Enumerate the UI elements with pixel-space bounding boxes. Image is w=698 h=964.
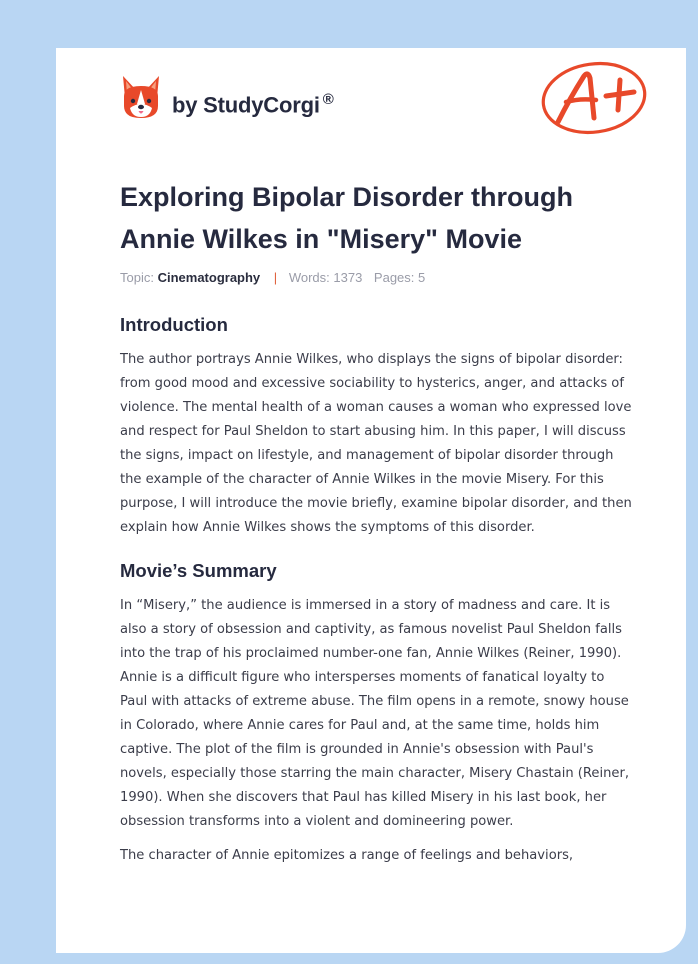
pages-label: Pages:	[373, 270, 415, 285]
brand-name	[172, 91, 334, 118]
words-label: Words:	[288, 270, 330, 285]
section-heading-movie-summary: Movie’s Summary	[120, 560, 277, 581]
document-meta	[120, 270, 425, 285]
registered-mark: ®	[322, 91, 334, 109]
document-page	[56, 48, 686, 953]
document-body	[120, 312, 634, 868]
words-count: 1373	[333, 270, 363, 285]
topic-label: Topic:	[120, 270, 154, 285]
character-paragraph: The character of Annie epitomizes a range of feelings and behaviors,	[120, 848, 574, 863]
brand-name-text: by StudyCorgi	[172, 92, 320, 118]
document-title: Exploring Bipolar Disorder through Annie Wilkes in "Misery" Movie	[120, 182, 574, 254]
studycorgi-logo[interactable]	[120, 74, 334, 122]
page-header	[56, 48, 686, 158]
introduction-paragraph: The author portrays Annie Wilkes, who displays the signs of bipolar disorder: from good mood and excessive sociability to hysterics, anger, and attacks of violence. The mental health of a woman causes a woman who expressed love and respect for Paul Sheldon to start abusing him. In this paper, I will discuss the signs, impact on lifestyle, and management of bipolar disorder through the example of the character of Annie Wilkes in the movie Misery. For this purpose, I will introduce the movie briefly, examine bipolar disorder, and then explain how Annie Wilkes shows the symptoms of this disorder.	[120, 352, 632, 535]
topic-link[interactable]: Cinematography	[157, 270, 261, 285]
meta-separator: |	[273, 270, 278, 285]
movie-summary-paragraph: In “Misery,” the audience is immersed in a story of madness and care. It is also a story of obsession and captivity, as famous novelist Paul Sheldon falls into the trap of his proclaimed number-one fan, Annie Wilkes (Reiner, 1990). Annie is a difficult figure who intersperses moments of fanatical loyalty to Paul with attacks of extreme abuse. The film opens in a remote, snowy house in Colorado, where Annie cares for Paul and, at the same time, holds him captive. The plot of the film is grounded in Annie's obsession with Paul's novels, especially those starring the main character, Misery Chastain (Reiner, 1990). When she discovers that Paul has killed Misery in his last book, her obsession transforms into a violent and domineering power.	[120, 598, 630, 829]
corgi-icon	[120, 74, 162, 122]
section-heading-introduction: Introduction	[120, 314, 228, 335]
grade-a-plus-icon	[538, 58, 650, 140]
pages-count: 5	[418, 270, 426, 285]
